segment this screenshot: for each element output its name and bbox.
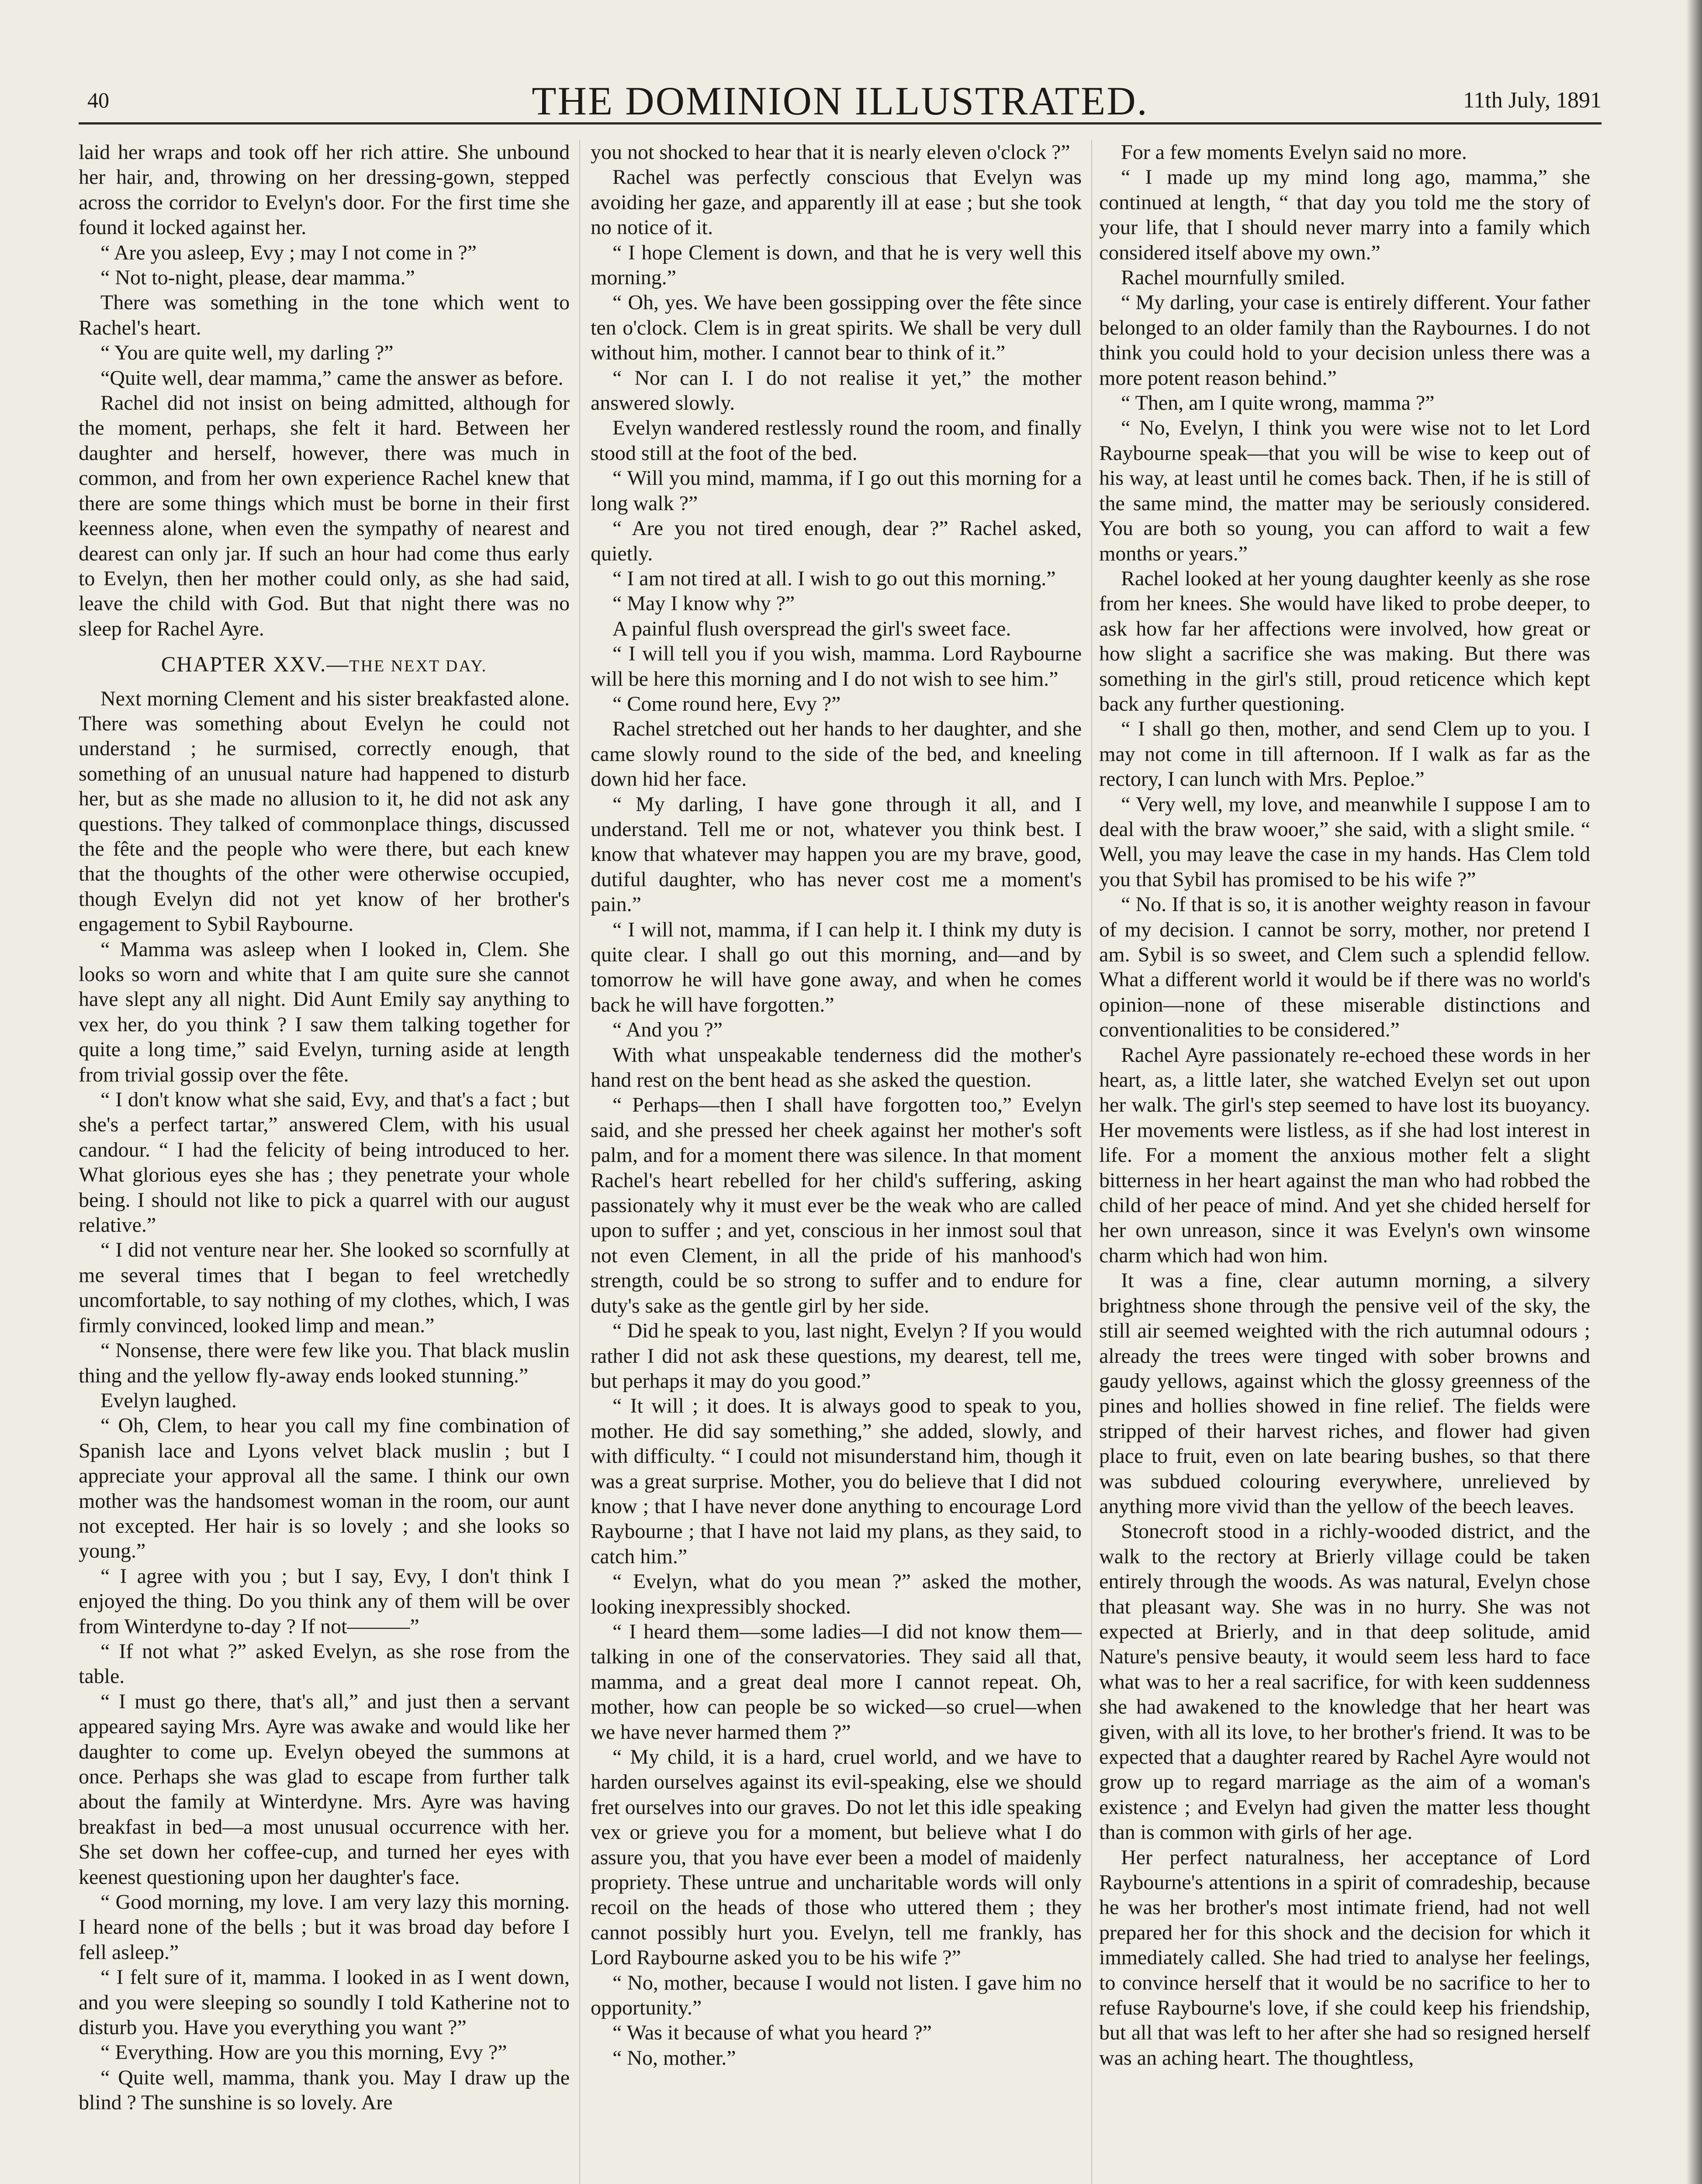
paragraph: “ I felt sure of it, mamma. I looked in as I went down, and you were sleeping so soundly I told Katherine not to disturb you. Have you everything you want ?” — [79, 1966, 570, 2039]
paragraph: “ Oh, yes. We have been gossipping over the fête since ten o'clock. Clem is in great spirits. We shall be very dull without him, mother. I cannot bear to think of it.” — [591, 291, 1082, 365]
paragraph: “ I shall go then, mother, and send Clem up to you. I may not come in till afternoon. If I walk as far as the rectory, I can lunch with Mrs. Peploe.” — [1099, 717, 1590, 791]
paragraph: “ Nor can I. I do not realise it yet,” the mother answered slowly. — [591, 366, 1082, 415]
paragraph: “ Evelyn, what do you mean ?” asked the mother, looking inexpressibly shocked. — [591, 1570, 1082, 1618]
paragraph: “ May I know why ?” — [612, 592, 795, 615]
paragraph: “ I heard them—some ladies—I did not know them—talking in one of the conservatories. They said all that, mamma, and a great deal more I cannot repeat. Oh, mother, how can people be so wicked—so cruel—when we have never harmed them ?” — [591, 1620, 1082, 1744]
paragraph: “ I will tell you if you wish, mamma. Lord Raybourne will be here this morning and I do not wish to see him.” — [591, 642, 1082, 691]
paragraph: Rachel did not insist on being admitted, although for the moment, perhaps, she felt it hard. Between her daughter and herself, however, there was much in common, and from her own experience Rachel knew that there are some things which must be borne in their first keenness alone, when even the sympathy of nearest and dearest can only jar. If such an hour had come thus early to Evelyn, then her mother could only, as she had said, leave the child with God. But that night there was no sleep for Rachel Ayre. — [79, 391, 570, 640]
page-header — [79, 74, 1602, 124]
paragraph: “ Oh, Clem, to hear you call my fine combination of Spanish lace and Lyons velvet black muslin ; but I appreciate your approval all the same. I think our own mother was the handsomest woman in the room, our aunt not excepted. Her hair is so lovely ; and she looks so young.” — [79, 1414, 570, 1563]
paragraph: “ I made up my mind long ago, mamma,” she continued at length, “ that day you told me the story of your life, that I should never marry into a family which considered itself above my own.” — [1099, 166, 1590, 264]
paragraph: Evelyn wandered restlessly round the room, and finally stood still at the foot of the bed. — [591, 416, 1082, 465]
paragraph: “ Was it because of what you heard ?” — [612, 2021, 932, 2045]
paragraph: “ Perhaps—then I shall have forgotten too,” Evelyn said, and she pressed her cheek against her mother's soft palm, and for a moment there was silence. In that moment Rachel's heart rebelled for her child's suffering, asking passionately why it must ever be the weak who are called upon to suffer ; and yet, conscious in her inmost soul that not even Clement, in all the pride of his manhood's strength, could be so strong to suffer and to endure for duty's sake as the gentle girl by her side. — [591, 1093, 1082, 1317]
paragraph: “ Will you mind, mamma, if I go out this morning for a long walk ?” — [591, 467, 1082, 515]
column-2 — [591, 140, 1082, 2070]
paragraph: Rachel Ayre passionately re-echoed these words in her heart, as, a little later, she watched Evelyn set out upon her walk. The girl's step seemed to have lost its buoyancy. Her movements were listless, as if she had lost interest in life. For a moment the anxious mother felt a slight bitterness in her heart against the man who had robbed the child of her peace of mind. And yet she chided herself for her own unreason, since it was Evelyn's own winsome charm which had won him. — [1099, 1043, 1590, 1267]
paragraph: “ And you ?” — [612, 1018, 723, 1042]
paragraph: “ Then, am I quite wrong, mamma ?” — [1121, 391, 1435, 415]
paragraph: “ I am not tired at all. I wish to go out this morning.” — [612, 567, 1056, 590]
paragraph: “ You are quite well, my darling ?” — [100, 341, 394, 365]
paragraph: “ Nonsense, there were few like you. That black muslin thing and the yellow fly-away ends looked stunning.” — [79, 1339, 570, 1387]
issue-date: 11th July, 1891 — [1463, 88, 1602, 113]
paragraph: A painful flush overspread the girl's sweet face. — [612, 617, 1011, 640]
paragraph: “ I agree with you ; but I say, Evy, I don't think I enjoyed the thing. Do you think any of them will be over from Winterdyne to-day ? If not———” — [79, 1564, 570, 1638]
paragraph: “ Are you not tired enough, dear ?” Rachel asked, quietly. — [591, 517, 1082, 565]
paragraph: For a few moments Evelyn said no more. — [1121, 141, 1467, 164]
paragraph: “ No, mother, because I would not listen. I gave him no opportunity.” — [591, 1971, 1082, 2020]
paragraph: “ No, Evelyn, I think you were wise not to let Lord Raybourne speak—that you will be wise to keep out of his way, at least until he comes back. Then, if he is still of the same mind, the matter may be seriously considered. You are both so young, you can afford to wait a few months or years.” — [1099, 416, 1590, 565]
paragraph: “Quite well, dear mamma,” came the answer as before. — [100, 366, 564, 390]
paragraph: Rachel stretched out her hands to her daughter, and she came slowly round to the side of the bed, and kneeling down hid her face. — [591, 717, 1082, 791]
paragraph: “ It will ; it does. It is always good to speak to you, mother. He did say something,” she added, slowly, and with difficulty. “ I could not misunderstand him, though it was a great surprise. Mother, you do believe that I did not know ; that I have never done anything to encourage Lord Raybourne ; that I have not laid my plans, as they said, to catch him.” — [591, 1394, 1082, 1568]
paragraph: “ Come round here, Evy ?” — [612, 692, 841, 715]
paragraph: “ No. If that is so, it is another weighty reason in favour of my decision. I cannot be sorry, mother, nor pretend I am. Sybil is so sweet, and Clem such a splendid fellow. What a different world it would be if there was no world's opinion—none of these miserable distinctions and conventionalities to be considered.” — [1099, 893, 1590, 1042]
paragraph: “ Good morning, my love. I am very lazy this morning. I heard none of the bells ; but it was broad day before I fell asleep.” — [79, 1890, 570, 1964]
paragraph: “ Did he speak to you, last night, Evelyn ? If you would rather I did not ask these questions, my dearest, tell me, but perhaps it may do you good.” — [591, 1319, 1082, 1393]
paragraph: “ I don't know what she said, Evy, and that's a fact ; but she's a perfect tartar,” answered Clem, with his usual candour. “ I had the felicity of being introduced to her. What glorious eyes she has ; they penetrate your whole being. I should not like to pick a quarrel with our august relative.” — [79, 1088, 570, 1237]
paragraph: “ Are you asleep, Evy ; may I not come in ?” — [100, 241, 477, 264]
paragraph: you not shocked to hear that it is nearly eleven o'clock ?” — [591, 141, 1070, 164]
paragraph: Rachel mournfully smiled. — [1121, 266, 1346, 290]
page-number: 40 — [87, 88, 109, 112]
paragraph: “ Mamma was asleep when I looked in, Clem. She looks so worn and white that I am quite sure she cannot have slept any all night. Did Aunt Emily say anything to vex her, do you think ? I saw them talking together for quite a long time,” said Evelyn, turning aside at length from trivial gossip over the fête. — [79, 937, 570, 1086]
paragraph: “ I must go there, that's all,” and just then a servant appeared saying Mrs. Ayre was awake and would like her daughter to come up. Evelyn obeyed the summons at once. Perhaps she was glad to escape from further talk about the family at Winterdyne. Mrs. Ayre was having breakfast in bed—a most unusual occurrence with her. She set down her coffee-cup, and turned her eyes with keenest questioning upon her daughter's face. — [79, 1690, 570, 1889]
paragraph: “ Quite well, mamma, thank you. May I draw up the blind ? The sunshine is so lovely. Are — [79, 2066, 570, 2115]
paragraph: “ My child, it is a hard, cruel world, and we have to harden ourselves against its evil-speaking, else we should fret ourselves into our graves. Do not let this idle speaking vex or grieve you for a moment, but believe what I do assure you, that you have ever been a model of maidenly propriety. These untrue and uncharitable words will only recoil on the heads of those who uttered them ; they cannot possibly hurt you. Evelyn, tell me frankly, has Lord Raybourne asked you to be his wife ?” — [591, 1745, 1082, 1970]
paragraph: There was something in the tone which went to Rachel's heart. — [79, 291, 570, 339]
paragraph: “ My darling, your case is entirely different. Your father belonged to an older family than the Raybournes. I do not think you could hold to your decision unless there was a more potent reason behind.” — [1099, 291, 1590, 390]
column-3 — [1099, 140, 1590, 2070]
paragraph: Her perfect naturalness, her acceptance of Lord Raybourne's attentions in a spirit of comradeship, because he was her brother's most intimate friend, had not well prepared her for this shock and the decision for which it immediately called. She had tried to analyse her feelings, to convince herself that it would be no sacrifice to her to refuse Raybourne's love, if she could keep his friendship, but all that was left to her after she had so resigned herself was an aching heart. The thoughtless, — [1099, 1845, 1590, 2070]
paragraph: “ Everything. How are you this morning, Evy ?” — [100, 2041, 507, 2064]
paragraph: “ Not to-night, please, dear mamma.” — [100, 266, 415, 290]
chapter-heading — [79, 652, 570, 679]
column-1 — [79, 140, 570, 2115]
paragraph: “ No, mother.” — [612, 2046, 736, 2070]
paragraph: Rachel looked at her young daughter keenly as she rose from her knees. She would have liked to probe deeper, to ask how far her affections were involved, how great or how slight a sacrifice she was making. But there was something in the girl's still, proud reticence which kept back any further questioning. — [1099, 567, 1590, 715]
paragraph: Rachel was perfectly conscious that Evelyn was avoiding her gaze, and apparently ill at ease ; but she took no notice of it. — [591, 166, 1082, 239]
paragraph: “ My darling, I have gone through it all, and I understand. Tell me or not, whatever you think best. I know that whatever may happen you are my brave, good, dutiful daughter, who has never cost me a moment's pain.” — [591, 792, 1082, 916]
paragraph: Stonecroft stood in a richly-wooded district, and the walk to the rectory at Brierly village could be taken entirely through the woods. As was natural, Evelyn chose that pleasant way. She was in no hurry. She was not expected at Brierly, and in that deep solitude, amid Nature's pensive beauty, it would seem less hard to face what was to her a real sacrifice, for with keen suddenness she had awakened to the knowledge that her heart was given, with all its love, to her brother's friend. It was to be expected that a daughter reared by Rachel Ayre would not grow up to regard marriage as the aim of a woman's existence ; and Evelyn had given the matter less thought than is common with girls of her age. — [1099, 1520, 1590, 1844]
paragraph: laid her wraps and took off her rich attire. She unbound her hair, and, throwing on her dressing-gown, stepped across the corridor to Evelyn's door. For the first time she found it locked against her. — [79, 141, 570, 239]
paragraph: “ If not what ?” asked Evelyn, as she rose from the table. — [79, 1639, 570, 1688]
paragraph: “ I will not, mamma, if I can help it. I think my duty is quite clear. I shall go out this morning, and—and by tomorrow he will have gone away, and when he comes back he will have forgotten.” — [591, 918, 1082, 1016]
paragraph: “ Very well, my love, and meanwhile I suppose I am to deal with the braw wooer,” she said, with a slight smile. “ Well, you may leave the case in my hands. Has Clem told you that Sybil has promised to be his wife ?” — [1099, 792, 1590, 891]
paragraph: With what unspeakable tenderness did the mother's hand rest on the bent head as she asked the question. — [591, 1043, 1082, 1092]
paragraph: Next morning Clement and his sister breakfasted alone. There was something about Evelyn he could not understand ; he surmised, correctly enough, that something of an unusual nature had happened to disturb her, but as she made no allusion to it, he did not ask any questions. They talked of commonplace things, discussed the fête and the people who were there, but each knew that the thoughts of the other were otherwise occupied, though Evelyn did not yet know of her brother's engagement to Sybil Raybourne. — [79, 687, 570, 936]
paragraph: “ I did not venture near her. She looked so scornfully at me several times that I began to feel wretchedly uncomfortable, to say nothing of my clothes, which, I was firmly convinced, looked limp and mean.” — [79, 1238, 570, 1337]
paragraph: “ I hope Clement is down, and that he is very well this morning.” — [591, 241, 1082, 290]
paragraph: Evelyn laughed. — [100, 1389, 237, 1412]
chapter-number: CHAPTER XXV.— — [161, 652, 349, 677]
chapter-title: THE NEXT DAY. — [349, 657, 488, 676]
masthead-title: THE DOMINION ILLUSTRATED. — [532, 79, 1149, 123]
paragraph: It was a fine, clear autumn morning, a silvery brightness shone through the pensive veil of the sky, the still air seemed weighted with the rich autumnal odours ; already the trees were tinged with sober browns and gaudy yellows, against which the glossy greenness of the pines and hollies showed in fine relief. The fields were stripped of their harvest riches, and flower had given place to fruit, even on late bearing bushes, so that there was subdued colouring everywhere, unrelieved by anything more vivid than the yellow of the beech leaves. — [1099, 1269, 1590, 1518]
